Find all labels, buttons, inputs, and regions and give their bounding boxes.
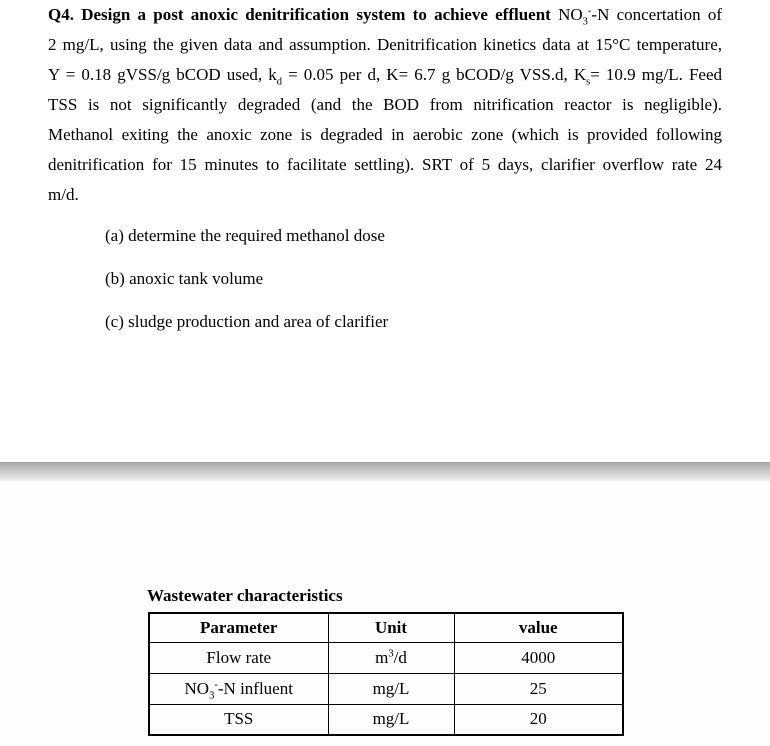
question-line-6: denitrification for 15 minutes to facilitate settling). SRT of 5 days, clarifier overflow rate 24: [48, 155, 722, 174]
cell-unit: mg/L: [328, 673, 454, 704]
table-row-tss: [149, 704, 623, 735]
column-header-value: value: [454, 613, 623, 642]
subquestion-list: [105, 226, 388, 355]
wastewater-characteristics-table: [148, 612, 624, 736]
question-line-3: Y = 0.18 gVSS/g bCOD used, $k_d = 0.05$ per d, K= 6.7 g bCOD/g VSS.d, $K_s= 10.9$ mg/L. Feed: [48, 65, 722, 88]
cell-parameter: Flow rate: [149, 642, 328, 673]
subquestion-c: (c) sludge production and area of clarifier: [105, 312, 389, 331]
cell-value: 4000: [454, 642, 623, 673]
table-header-row: [149, 613, 623, 642]
subquestion-a: (a) determine the required methanol dose: [105, 226, 385, 245]
question-line-5: Methanol exiting the anoxic zone is degraded in aerobic zone (which is provided following: [48, 125, 722, 144]
question-line-7: m/d.: [48, 185, 79, 204]
column-header-unit: Unit: [328, 613, 454, 642]
question-line-4: TSS is not significantly degraded (and the BOD from nitrification reactor is negligible).: [48, 95, 722, 114]
cell-parameter: $NO_3^--N$ influent: [149, 673, 328, 704]
cell-unit: $m^3/d$: [328, 642, 454, 673]
cell-unit: mg/L: [328, 704, 454, 735]
cell-value: 20: [454, 704, 623, 735]
question-paragraph: [48, 0, 722, 210]
table-row-no3-influent: [149, 673, 623, 704]
table-title: Wastewater characteristics: [147, 586, 343, 605]
question-line-1: Q4. Design a post anoxic denitrification system to achieve effluent $NO_3^--N$ concertation of: [48, 5, 722, 28]
cell-parameter: TSS: [149, 704, 328, 735]
question-line-2: 2 mg/L, using the given data and assumption. Denitrification kinetics data at 15°C temperature,: [48, 35, 722, 54]
column-header-parameter: Parameter: [149, 613, 328, 642]
page-break-divider: [0, 462, 770, 481]
table-row-flow-rate: [149, 642, 623, 673]
subquestion-b: (b) anoxic tank volume: [105, 269, 264, 288]
cell-value: 25: [454, 673, 623, 704]
